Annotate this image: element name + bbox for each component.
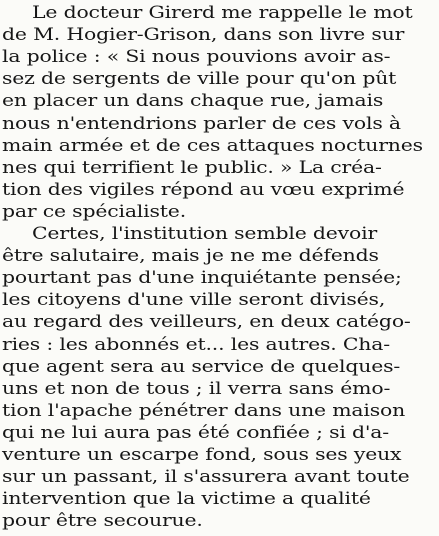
text-line: de M. Hogier-Grison, dans son livre sur xyxy=(2,25,405,46)
text-line: tion l'apache pénétrer dans une maison xyxy=(2,400,406,421)
text-line: les citoyens d'une ville seront divisés, xyxy=(2,290,386,311)
text-line: Le docteur Girerd me rappelle le mot xyxy=(32,3,413,23)
text-line: tion des vigiles répond au vœu exprimé xyxy=(2,179,405,200)
text-line: sur un passant, il s'assurera avant toute xyxy=(2,467,410,488)
text-line: nes qui terrifient le public. » La créa- xyxy=(2,157,382,178)
text-line: sez de sergents de ville pour qu'on pût xyxy=(2,69,397,90)
text-line: qui ne lui aura pas été confiée ; si d'a- xyxy=(2,422,390,443)
text-line: main armée et de ces attaques nocturnes xyxy=(2,135,423,156)
text-line: être salutaire, mais je ne me défends xyxy=(2,246,379,267)
text-line: en placer un dans chaque rue, jamais xyxy=(2,91,384,112)
text-line: la police : « Si nous pouvions avoir as- xyxy=(2,47,391,68)
text-line: intervention que la victime a qualité xyxy=(2,489,371,510)
text-line: que agent sera au service de quelques- xyxy=(2,356,401,377)
text-line: pourtant pas d'une inquiétante pensée; xyxy=(2,268,402,289)
text-line: venture un escarpe fond, sous ses yeux xyxy=(2,445,402,465)
text-line: nous n'entendrions parler de ces vols à xyxy=(2,113,401,134)
text-line: au regard des veilleurs, en deux catégo- xyxy=(2,312,411,333)
text-line: ries : les abonnés et... les autres. Cha- xyxy=(2,334,390,355)
text-line: par ce spécialiste. xyxy=(2,201,187,222)
text-line: Certes, l'institution semble devoir xyxy=(32,224,378,244)
text-line: pour être secourue. xyxy=(2,511,203,532)
text-line: uns et non de tous ; il verra sans émo- xyxy=(2,378,391,399)
